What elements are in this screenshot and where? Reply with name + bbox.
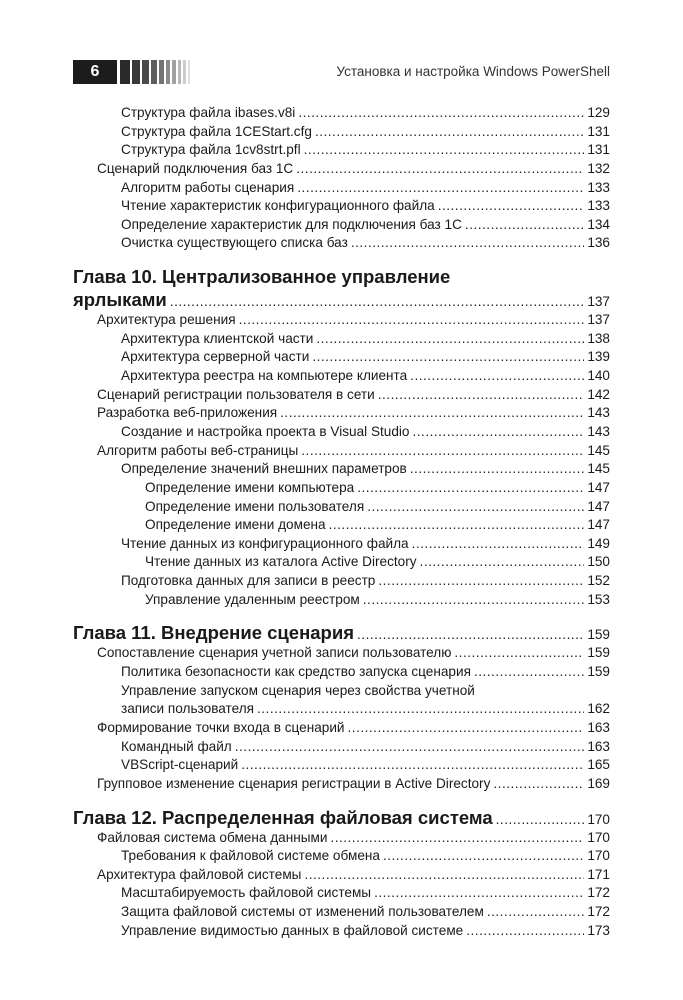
toc-entry: Архитектура серверной части ..... 139 xyxy=(73,348,610,367)
toc-entry: Чтение данных из каталога Active Directory ..... 150 xyxy=(73,553,610,572)
toc-entry: Сценарий подключения баз 1С ..... 132 xyxy=(73,160,610,179)
table-of-contents xyxy=(73,104,610,940)
toc-entry: Структура файла ibases.v8i ..... 129 xyxy=(73,104,610,123)
toc-entry: Чтение характеристик конфигурационного файла ..... 133 xyxy=(73,197,610,216)
toc-entry: Алгоритм работы веб-страницы ..... 145 xyxy=(73,442,610,461)
toc-entry: Сценарий регистрации пользователя в сети ..... 142 xyxy=(73,386,610,405)
toc-entry: VBScript-сценарий ..... 165 xyxy=(73,756,610,775)
toc-entry: Определение значений внешних параметров ..... 145 xyxy=(73,460,610,479)
toc-entry: Защита файловой системы от изменений пользователем ..... 172 xyxy=(73,903,610,922)
toc-entry: Формирование точки входа в сценарий ..... 163 xyxy=(73,719,610,738)
toc-entry: Файловая система обмена данными ..... 170 xyxy=(73,829,610,848)
toc-entry: Структура файла 1CEStart.cfg ..... 131 xyxy=(73,123,610,142)
toc-entry: Очистка существующего списка баз ..... 136 xyxy=(73,234,610,253)
chapter-10-title-line1: Глава 10. Централизованное управление xyxy=(73,266,451,288)
toc-entry: Подготовка данных для записи в реестр ..... 152 xyxy=(73,572,610,591)
toc-entry: Групповое изменение сценария регистрации в Active Directory ..... 169 xyxy=(73,775,610,794)
toc-entry: Сопоставление сценария учетной записи пользователю ..... 159 xyxy=(73,644,610,663)
toc-entry: Требования к файловой системе обмена ..... 170 xyxy=(73,847,610,866)
toc-entry: Разработка веб-приложения ..... 143 xyxy=(73,404,610,423)
toc-entry: Определение имени домена ..... 147 xyxy=(73,516,610,535)
toc-entry: Управление удаленным реестром ..... 153 xyxy=(73,591,610,610)
toc-entry: Архитектура реестра на компьютере клиента ..... 140 xyxy=(73,367,610,386)
toc-entry: Архитектура файловой системы ..... 171 xyxy=(73,866,610,885)
header-decoration-bars xyxy=(120,60,192,84)
toc-entry: Политика безопасности как средство запуска сценария ..... 159 xyxy=(73,663,610,682)
toc-entry: Архитектура решения ..... 137 xyxy=(73,311,610,330)
page-number: 6 xyxy=(73,60,117,84)
toc-entry-line1: Управление запуском сценария через свойства учетной xyxy=(121,682,475,698)
chapter-12-title: Глава 12. Распределенная файловая система ..... 170 xyxy=(73,806,610,829)
toc-entry: записи пользователя ..... 162 xyxy=(73,700,610,719)
toc-entry: Архитектура клиентской части ..... 138 xyxy=(73,330,610,349)
running-title: Установка и настройка Windows PowerShell xyxy=(336,64,610,79)
toc-entry: Определение характеристик для подключения баз 1С ..... 134 xyxy=(73,216,610,235)
chapter-10-title-line2: ярлыками ..... 137 xyxy=(73,288,610,311)
toc-entry: Чтение данных из конфигурационного файла ..... 149 xyxy=(73,535,610,554)
chapter-11-title: Глава 11. Внедрение сценария ..... 159 xyxy=(73,621,610,644)
toc-entry: Создание и настройка проекта в Visual Studio ..... 143 xyxy=(73,423,610,442)
toc-entry: Структура файла 1cv8strt.pfl ..... 131 xyxy=(73,141,610,160)
toc-entry: Определение имени компьютера ..... 147 xyxy=(73,479,610,498)
toc-entry: Алгоритм работы сценария ..... 133 xyxy=(73,179,610,198)
toc-entry: Управление видимостью данных в файловой системе ..... 173 xyxy=(73,922,610,941)
toc-entry: Командный файл ..... 163 xyxy=(73,738,610,757)
page-header xyxy=(0,60,683,84)
toc-entry: Определение имени пользователя ..... 147 xyxy=(73,498,610,517)
toc-entry: Масштабируемость файловой системы ..... 172 xyxy=(73,884,610,903)
